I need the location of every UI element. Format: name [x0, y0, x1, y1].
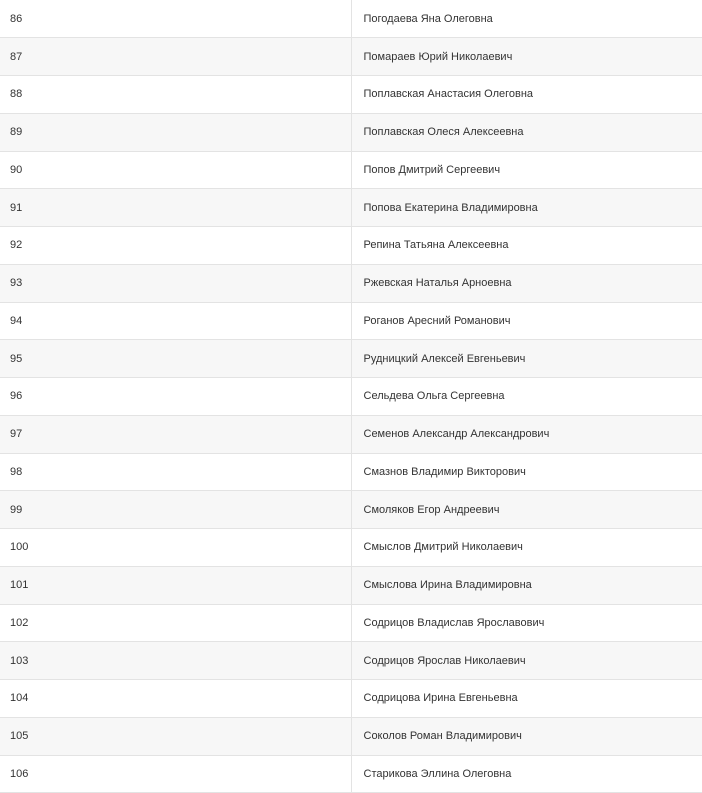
row-name: Содрицов Ярослав Николаевич — [351, 642, 702, 680]
table-row — [0, 604, 702, 642]
row-number: 95 — [0, 340, 351, 378]
table-row — [0, 755, 702, 793]
row-name: Попова Екатерина Владимировна — [351, 189, 702, 227]
row-name: Старикова Эллина Олеговна — [351, 755, 702, 793]
row-number: 103 — [0, 642, 351, 680]
row-name: Поплавская Анастасия Олеговна — [351, 76, 702, 114]
table-row — [0, 680, 702, 718]
row-number: 106 — [0, 755, 351, 793]
row-number: 99 — [0, 491, 351, 529]
row-number: 100 — [0, 529, 351, 567]
row-name: Смыслов Дмитрий Николаевич — [351, 529, 702, 567]
table-row — [0, 151, 702, 189]
table-row — [0, 76, 702, 114]
row-name: Смыслова Ирина Владимировна — [351, 566, 702, 604]
row-name: Погодаева Яна Олеговна — [351, 0, 702, 38]
table-row — [0, 340, 702, 378]
row-number: 86 — [0, 0, 351, 38]
table-row — [0, 491, 702, 529]
row-name: Семенов Александр Александрович — [351, 415, 702, 453]
row-number: 104 — [0, 680, 351, 718]
row-name: Помараев Юрий Николаевич — [351, 38, 702, 76]
row-number: 93 — [0, 264, 351, 302]
row-name: Сельдева Ольга Сергеевна — [351, 378, 702, 416]
row-number: 94 — [0, 302, 351, 340]
table-row — [0, 113, 702, 151]
row-number: 87 — [0, 38, 351, 76]
table-row — [0, 453, 702, 491]
row-name: Роганов Аресний Романович — [351, 302, 702, 340]
row-name: Рудницкий Алексей Евгеньевич — [351, 340, 702, 378]
row-number: 92 — [0, 227, 351, 265]
table-row — [0, 0, 702, 38]
row-name: Содрицова Ирина Евгеньевна — [351, 680, 702, 718]
row-name: Репина Татьяна Алексеевна — [351, 227, 702, 265]
table-row — [0, 415, 702, 453]
row-name: Смоляков Егор Андреевич — [351, 491, 702, 529]
table-row — [0, 38, 702, 76]
row-number: 97 — [0, 415, 351, 453]
row-number: 98 — [0, 453, 351, 491]
row-number: 89 — [0, 113, 351, 151]
row-number: 101 — [0, 566, 351, 604]
table-row — [0, 566, 702, 604]
row-number: 102 — [0, 604, 351, 642]
row-name: Соколов Роман Владимирович — [351, 717, 702, 755]
table-row — [0, 227, 702, 265]
row-number: 90 — [0, 151, 351, 189]
row-name: Ржевская Наталья Арноевна — [351, 264, 702, 302]
table-row — [0, 378, 702, 416]
row-number: 96 — [0, 378, 351, 416]
table-row — [0, 302, 702, 340]
table-row — [0, 717, 702, 755]
row-name: Поплавская Олеся Алексеевна — [351, 113, 702, 151]
table-row — [0, 264, 702, 302]
row-name: Содрицов Владислав Ярославович — [351, 604, 702, 642]
table-row — [0, 529, 702, 567]
row-name: Смазнов Владимир Викторович — [351, 453, 702, 491]
row-number: 88 — [0, 76, 351, 114]
row-number: 91 — [0, 189, 351, 227]
table-row — [0, 189, 702, 227]
row-name: Попов Дмитрий Сергеевич — [351, 151, 702, 189]
table-row — [0, 642, 702, 680]
row-number: 105 — [0, 717, 351, 755]
